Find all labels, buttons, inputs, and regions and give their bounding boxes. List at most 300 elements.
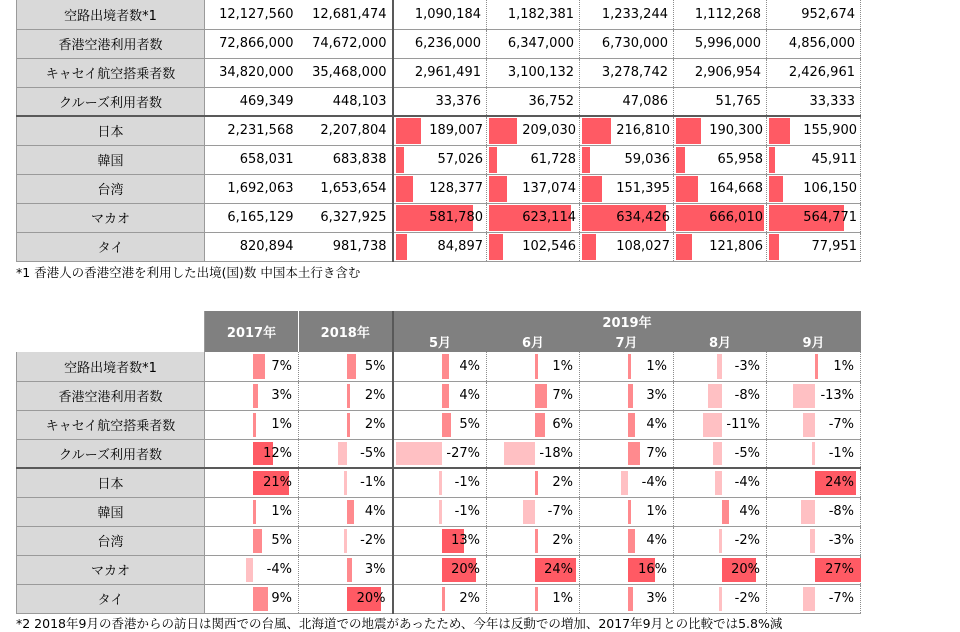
data-bar (338, 442, 347, 466)
data-bar (801, 500, 815, 524)
value-2018: 74,672,000 (299, 29, 393, 58)
percent-text: -7% (828, 591, 855, 606)
value-text: 209,030 (522, 123, 576, 139)
header-2018: 2018年 (299, 311, 393, 352)
data-bar (489, 147, 497, 173)
table-row (17, 174, 861, 203)
data-bar (628, 529, 635, 553)
value-month (674, 174, 767, 203)
data-bar (347, 354, 356, 379)
value-month (487, 203, 580, 232)
data-bar (628, 413, 635, 437)
percent-text: -7% (547, 504, 573, 519)
percent-cell (580, 381, 674, 410)
percent-cell (674, 497, 767, 526)
percent-cell (487, 555, 580, 584)
data-bar (803, 413, 815, 437)
data-bar (442, 354, 449, 379)
percent-cell (487, 381, 580, 410)
value-month: 1,090,184 (393, 0, 487, 29)
percent-text: -1% (454, 475, 480, 491)
table-row (17, 145, 861, 174)
percent-text: 2% (364, 417, 386, 432)
data-bar (676, 147, 685, 173)
percent-cell (674, 352, 767, 381)
value-month: 1,182,381 (487, 0, 580, 29)
percent-cell (299, 497, 393, 526)
percent-cell (767, 497, 861, 526)
value-text: 45,911 (811, 152, 857, 167)
data-bar (535, 529, 538, 553)
data-bar (582, 176, 602, 202)
percent-cell (767, 352, 861, 381)
table-row (17, 352, 861, 381)
percent-cell (393, 526, 487, 555)
row-label: 香港空港利用者数 (17, 29, 205, 58)
table-row (17, 0, 861, 29)
row-label: 空路出境者数*1 (17, 352, 205, 381)
value-text: 623,114 (522, 210, 576, 225)
value-month: 2,961,491 (393, 58, 487, 87)
data-bar (396, 147, 404, 173)
row-label: 台湾 (17, 526, 205, 555)
percent-cell (487, 410, 580, 439)
value-text: 564,771 (803, 210, 857, 225)
data-bar (396, 118, 421, 144)
percent-cell (580, 439, 674, 468)
value-2017: 34,820,000 (205, 58, 299, 87)
value-2018: 35,468,000 (299, 58, 393, 87)
value-text: 128,377 (429, 181, 483, 196)
value-month (767, 145, 861, 174)
data-bar (676, 234, 692, 260)
table-row (17, 468, 861, 497)
value-month: 6,236,000 (393, 29, 487, 58)
percent-text: 3% (646, 388, 667, 403)
value-month (393, 116, 487, 145)
data-bar (803, 587, 815, 611)
table-row (17, 29, 861, 58)
data-bar (535, 413, 545, 437)
value-text: 581,780 (429, 210, 483, 225)
percent-text: -11% (726, 417, 760, 432)
value-text: 137,074 (522, 181, 576, 196)
data-bar (439, 471, 442, 495)
percent-text: 4% (459, 358, 480, 374)
value-text: 108,027 (616, 239, 670, 254)
data-bar (535, 471, 538, 495)
value-text: 666,010 (709, 210, 763, 225)
percent-cell (393, 497, 487, 526)
value-month: 51,765 (674, 87, 767, 116)
data-bar (344, 471, 347, 495)
percent-text: -2% (734, 533, 760, 548)
table-row (17, 410, 861, 439)
row-label: 日本 (17, 468, 205, 497)
header-2019: 2019年 (393, 311, 861, 331)
percent-cell (674, 468, 767, 497)
row-label: 香港空港利用者数 (17, 381, 205, 410)
percent-cell (487, 526, 580, 555)
percent-cell (580, 555, 674, 584)
percent-cell (205, 526, 299, 555)
value-month (487, 232, 580, 261)
row-label: クルーズ利用者数 (17, 439, 205, 468)
row-label: タイ (17, 584, 205, 613)
data-bar (722, 500, 729, 524)
percent-cell (393, 584, 487, 613)
value-2017: 2,231,568 (205, 116, 299, 145)
row-label: タイ (17, 232, 205, 261)
value-text: 84,897 (437, 239, 483, 254)
header-2017: 2017年 (205, 311, 299, 352)
percent-text: 20% (451, 562, 480, 577)
value-month (580, 145, 674, 174)
percent-cell (674, 410, 767, 439)
percent-text: 13% (451, 533, 480, 548)
percent-cell (393, 352, 487, 381)
row-label: キャセイ航空搭乗者数 (17, 58, 205, 87)
data-bar (628, 500, 631, 524)
value-text: 106,150 (803, 181, 857, 196)
percent-text: -1% (454, 504, 480, 519)
percent-text: 24% (825, 475, 855, 491)
data-bar (769, 176, 783, 202)
value-2017: 6,165,129 (205, 203, 299, 232)
percent-text: 4% (646, 533, 667, 548)
data-bar (628, 442, 640, 466)
data-bar (347, 500, 354, 524)
value-month (674, 116, 767, 145)
data-bar (628, 384, 633, 408)
data-bar (489, 118, 517, 144)
data-bar (719, 587, 722, 611)
percent-cell (205, 468, 299, 497)
data-bar (582, 147, 590, 173)
row-label: 台湾 (17, 174, 205, 203)
value-month (767, 232, 861, 261)
percent-cell (580, 410, 674, 439)
percent-text: 5% (271, 533, 292, 548)
value-month: 6,730,000 (580, 29, 674, 58)
row-label: 日本 (17, 116, 205, 145)
percent-text: 6% (552, 417, 573, 432)
value-2018: 448,103 (299, 87, 393, 116)
value-text: 57,026 (437, 152, 483, 167)
data-bar (708, 384, 722, 408)
percent-text: 20% (356, 591, 386, 606)
row-label: キャセイ航空搭乗者数 (17, 410, 205, 439)
value-month: 5,996,000 (674, 29, 767, 58)
percent-text: -4% (641, 475, 667, 491)
percent-cell (205, 555, 299, 584)
value-month: 33,333 (767, 87, 861, 116)
data-bar (442, 384, 449, 408)
value-2017: 658,031 (205, 145, 299, 174)
table-row (17, 439, 861, 468)
percent-cell (580, 352, 674, 381)
percent-cell (205, 352, 299, 381)
data-bar (769, 147, 775, 173)
value-2018: 6,327,925 (299, 203, 393, 232)
percent-cell (393, 555, 487, 584)
percent-cell (393, 468, 487, 497)
percent-text: 1% (552, 358, 573, 374)
percent-cell (205, 497, 299, 526)
data-bar (396, 176, 413, 202)
percent-text: 5% (459, 417, 480, 432)
footnote-1: *1 香港人の香港空港を利用した出境(国)数 中国本土行き含む (16, 265, 361, 280)
percent-text: -3% (828, 533, 855, 548)
percent-text: -8% (828, 504, 855, 519)
percent-cell (674, 381, 767, 410)
percent-text: 4% (739, 504, 760, 519)
percent-text: -2% (734, 591, 760, 606)
value-month: 36,752 (487, 87, 580, 116)
value-text: 77,951 (811, 239, 857, 254)
value-2018: 2,207,804 (299, 116, 393, 145)
percent-cell (580, 468, 674, 497)
percent-text: -4% (266, 562, 292, 577)
percent-cell (487, 352, 580, 381)
growth-rate-table (16, 311, 861, 614)
percent-text: -1% (828, 445, 855, 461)
table-row (17, 116, 861, 145)
percent-cell (205, 381, 299, 410)
value-text: 189,007 (429, 123, 483, 139)
percent-text: -4% (734, 475, 760, 491)
data-bar (628, 354, 631, 379)
percent-text: -8% (734, 388, 760, 403)
data-bar (442, 413, 451, 437)
data-bar (442, 587, 445, 611)
data-bar (769, 234, 779, 260)
percent-text: -18% (539, 445, 573, 461)
data-bar (812, 442, 815, 466)
percent-text: 3% (364, 562, 386, 577)
percent-cell (299, 468, 393, 497)
data-bar (535, 354, 538, 379)
percent-cell (580, 497, 674, 526)
value-text: 102,546 (522, 239, 576, 254)
header-month: 6月 (487, 331, 580, 352)
percent-text: 1% (646, 504, 667, 519)
table-row (17, 87, 861, 116)
percent-cell (580, 584, 674, 613)
value-month (767, 203, 861, 232)
data-bar (253, 529, 262, 553)
percent-cell (674, 526, 767, 555)
value-2017: 12,127,560 (205, 0, 299, 29)
percent-text: 4% (364, 504, 386, 519)
value-2018: 1,653,654 (299, 174, 393, 203)
percent-cell (767, 410, 861, 439)
data-bar (396, 234, 407, 260)
row-label: クルーズ利用者数 (17, 87, 205, 116)
table-row (17, 381, 861, 410)
data-bar (582, 234, 596, 260)
value-month: 47,086 (580, 87, 674, 116)
percent-text: 4% (459, 388, 480, 403)
percent-cell (299, 410, 393, 439)
data-bar (628, 587, 633, 611)
percent-cell (299, 352, 393, 381)
row-label: 韓国 (17, 145, 205, 174)
table-row (17, 232, 861, 261)
percent-cell (674, 439, 767, 468)
header-month: 5月 (393, 331, 487, 352)
value-month (580, 174, 674, 203)
value-month (767, 174, 861, 203)
percent-text: 16% (638, 562, 667, 577)
data-bar (769, 118, 790, 144)
row-label: 空路出境者数*1 (17, 0, 205, 29)
percent-text: 4% (646, 417, 667, 432)
data-bar (810, 529, 815, 553)
value-2018: 12,681,474 (299, 0, 393, 29)
table-row (17, 584, 861, 613)
data-bar (489, 234, 503, 260)
value-2017: 72,866,000 (205, 29, 299, 58)
data-bar (253, 413, 256, 437)
percent-text: 3% (646, 591, 667, 606)
data-bar (815, 354, 818, 379)
data-bar (439, 500, 442, 524)
percent-cell (487, 439, 580, 468)
value-month: 3,278,742 (580, 58, 674, 87)
value-text: 155,900 (803, 123, 857, 139)
percent-text: 1% (271, 417, 292, 432)
percent-cell (767, 468, 861, 497)
header-month: 7月 (580, 331, 674, 352)
data-bar (489, 176, 507, 202)
percent-cell (580, 526, 674, 555)
percent-text: 7% (646, 445, 667, 461)
percent-text: 2% (552, 533, 573, 548)
value-month: 952,674 (767, 0, 861, 29)
value-text: 634,426 (616, 210, 670, 225)
percent-text: 1% (271, 504, 292, 519)
data-bar (621, 471, 628, 495)
percent-cell (205, 410, 299, 439)
percent-cell (299, 584, 393, 613)
percent-text: -5% (734, 445, 760, 461)
data-bar (582, 118, 611, 144)
row-label: 韓国 (17, 497, 205, 526)
percent-cell (299, 439, 393, 468)
table-row (17, 497, 861, 526)
data-bar (344, 529, 347, 553)
data-bar (676, 176, 698, 202)
table-row (17, 526, 861, 555)
value-month (674, 145, 767, 174)
percent-cell (674, 584, 767, 613)
table-row (17, 555, 861, 584)
value-month: 33,376 (393, 87, 487, 116)
value-2017: 469,349 (205, 87, 299, 116)
percent-cell (393, 381, 487, 410)
data-bar (253, 354, 265, 379)
percent-text: -5% (360, 445, 386, 461)
value-month (580, 203, 674, 232)
percent-cell (767, 526, 861, 555)
percent-cell (767, 584, 861, 613)
percent-text: -2% (360, 533, 386, 548)
value-2017: 1,692,063 (205, 174, 299, 203)
value-month: 2,426,961 (767, 58, 861, 87)
value-month (487, 174, 580, 203)
value-month (487, 145, 580, 174)
table-row (17, 58, 861, 87)
percent-text: 27% (825, 562, 855, 577)
row-label: マカオ (17, 555, 205, 584)
value-month: 2,906,954 (674, 58, 767, 87)
data-bar (347, 384, 350, 408)
header-blank (17, 311, 205, 352)
value-month: 4,856,000 (767, 29, 861, 58)
percent-text: -7% (828, 417, 855, 432)
value-month (580, 116, 674, 145)
value-text: 164,668 (709, 181, 763, 196)
value-month: 6,347,000 (487, 29, 580, 58)
value-month: 3,100,132 (487, 58, 580, 87)
data-bar (253, 384, 258, 408)
data-bar (703, 413, 722, 437)
value-text: 121,806 (709, 239, 763, 254)
header-month: 9月 (767, 331, 861, 352)
value-text: 61,728 (530, 152, 576, 167)
value-text: 216,810 (616, 123, 670, 139)
percent-text: -27% (446, 445, 480, 461)
value-month (487, 116, 580, 145)
percent-text: 9% (271, 591, 292, 606)
data-bar (535, 587, 538, 611)
data-bar (246, 558, 253, 582)
data-bar (713, 442, 722, 466)
value-text: 59,036 (624, 152, 670, 167)
percent-cell (299, 381, 393, 410)
percent-cell (205, 439, 299, 468)
value-month (767, 116, 861, 145)
percent-cell (767, 439, 861, 468)
percent-text: 5% (364, 358, 386, 374)
value-month (674, 203, 767, 232)
percent-text: 7% (552, 388, 573, 403)
data-bar (347, 558, 352, 582)
value-month (393, 232, 487, 261)
percent-text: 2% (364, 388, 386, 403)
percent-text: 12% (263, 445, 292, 461)
value-2018: 683,838 (299, 145, 393, 174)
value-text: 65,958 (717, 152, 763, 167)
data-bar (347, 413, 350, 437)
percent-text: 2% (459, 591, 480, 606)
value-2017: 820,894 (205, 232, 299, 261)
value-month (393, 203, 487, 232)
percent-text: 20% (731, 562, 760, 577)
data-bar (523, 500, 535, 524)
percent-cell (299, 526, 393, 555)
data-bar (717, 354, 722, 379)
percent-text: -3% (734, 358, 760, 374)
percent-cell (393, 439, 487, 468)
data-bar (715, 471, 722, 495)
percent-text: 24% (544, 562, 573, 577)
value-2018: 981,738 (299, 232, 393, 261)
percent-cell (205, 584, 299, 613)
header-month: 8月 (674, 331, 767, 352)
data-bar (253, 587, 268, 611)
